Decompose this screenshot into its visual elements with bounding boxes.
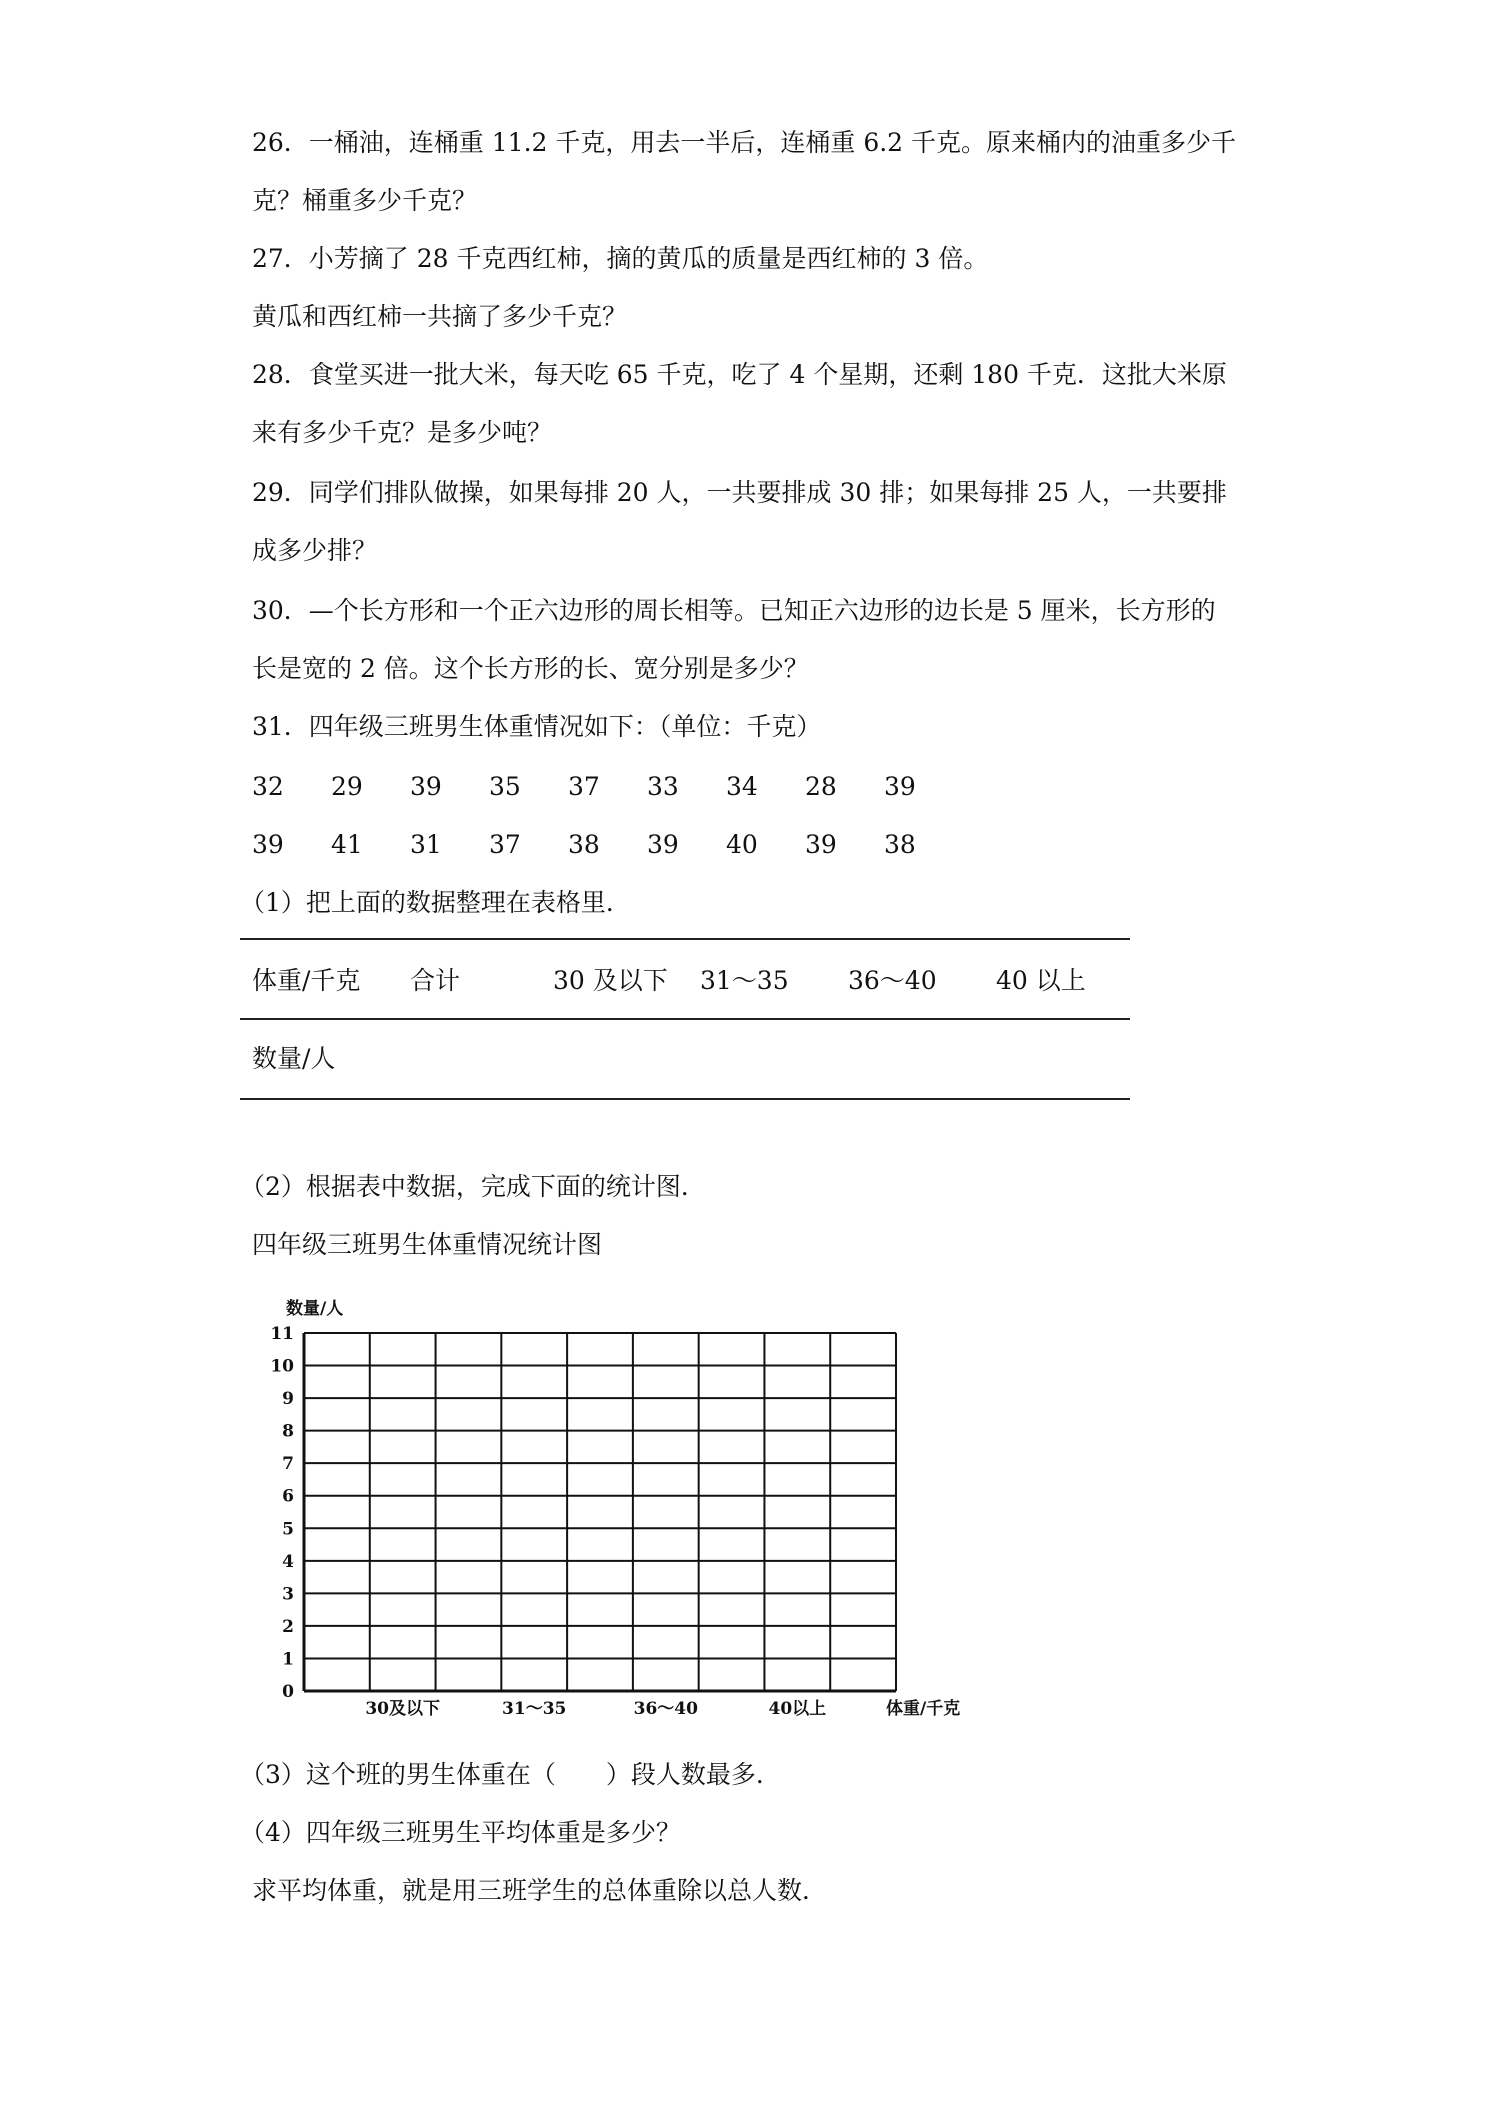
weight-value: 41 xyxy=(331,830,363,859)
y-tick-label: 11 xyxy=(270,1324,294,1344)
table-rule-middle xyxy=(240,1018,1130,1020)
bar-chart xyxy=(270,1295,1010,1735)
problem-28-line2: 来有多少千克？是多少吨？ xyxy=(252,418,553,447)
weight-value: 40 xyxy=(726,830,758,859)
weight-value: 39 xyxy=(410,772,442,801)
problem-29-line1: 29．同学们排队做操，如果每排 20 人，一共要排成 30 排；如果每排 25 人，一共要排 xyxy=(252,478,1227,507)
table-row-label: 数量/人 xyxy=(252,1044,336,1073)
x-category-label: 31～35 xyxy=(502,1699,567,1719)
question-4-hint: 求平均体重，就是用三班学生的总体重除以总人数． xyxy=(252,1876,828,1905)
weight-value: 34 xyxy=(726,772,758,801)
x-category-label: 30及以下 xyxy=(365,1699,441,1719)
chart-grid xyxy=(304,1333,896,1691)
weight-value: 39 xyxy=(252,830,284,859)
y-tick-label: 5 xyxy=(282,1519,294,1540)
y-tick-label: 8 xyxy=(282,1421,294,1442)
weight-value: 37 xyxy=(568,772,600,801)
problem-27-line2: 黄瓜和西红柿一共摘了多少千克？ xyxy=(252,302,628,331)
y-tick-label: 2 xyxy=(282,1616,294,1637)
table-header-cell: 体重/千克 xyxy=(252,966,361,995)
question-1: （1）把上面的数据整理在表格里． xyxy=(240,888,631,917)
weight-value: 38 xyxy=(884,830,916,859)
weight-value: 35 xyxy=(489,772,521,801)
question-4: （4）四年级三班男生平均体重是多少？ xyxy=(240,1818,681,1847)
y-tick-label: 4 xyxy=(282,1551,294,1572)
y-axis-ticks xyxy=(270,1324,294,1702)
weight-value: 39 xyxy=(884,772,916,801)
table-header-cell: 合计 xyxy=(410,966,461,995)
question-2: （2）根据表中数据，完成下面的统计图． xyxy=(240,1172,706,1201)
x-category-label: 40以上 xyxy=(768,1699,827,1719)
problem-31-line1: 31．四年级三班男生体重情况如下：（单位：千克） xyxy=(252,712,822,741)
x-axis-categories xyxy=(365,1698,826,1719)
y-tick-label: 1 xyxy=(282,1649,294,1670)
x-axis-label: 体重/千克 xyxy=(886,1699,961,1719)
weight-value: 29 xyxy=(331,772,363,801)
y-tick-label: 10 xyxy=(270,1356,294,1377)
weight-value: 33 xyxy=(647,772,679,801)
weight-value: 39 xyxy=(647,830,679,859)
problem-30-line1: 30．—个长方形和一个正六边形的周长相等。已知正六边形的边长是 5 厘米，长方形的 xyxy=(252,596,1216,625)
x-category-label: 36～40 xyxy=(633,1699,698,1719)
table-rule-top xyxy=(240,938,1130,940)
weight-value: 32 xyxy=(252,772,284,801)
problem-29-line2: 成多少排？ xyxy=(252,536,378,565)
weight-value: 31 xyxy=(410,830,442,859)
table-header-cell: 36～40 xyxy=(848,966,937,995)
problem-26-line2: 克？桶重多少千克？ xyxy=(252,186,478,215)
weight-value: 38 xyxy=(568,830,600,859)
weight-value: 37 xyxy=(489,830,521,859)
problem-27-line1: 27．小芳摘了 28 千克西红柿，摘的黄瓜的质量是西红柿的 3 倍。 xyxy=(252,244,989,273)
y-tick-label: 7 xyxy=(282,1454,294,1475)
y-tick-label: 3 xyxy=(282,1584,294,1605)
chart-title: 四年级三班男生体重情况统计图 xyxy=(252,1230,603,1259)
y-tick-label: 9 xyxy=(282,1389,294,1410)
table-rule-bottom xyxy=(240,1098,1130,1100)
table-header-cell: 30 及以下 xyxy=(553,966,668,995)
y-axis-label: 数量/人 xyxy=(286,1299,344,1319)
y-tick-label: 0 xyxy=(282,1682,294,1702)
problem-28-line1: 28．食堂买进一批大米，每天吃 65 千克，吃了 4 个星期，还剩 180 千克．这批大米原 xyxy=(252,360,1227,389)
table-header-cell: 40 以上 xyxy=(996,966,1086,995)
weight-value: 39 xyxy=(805,830,837,859)
weight-value: 28 xyxy=(805,772,837,801)
table-header-cell: 31～35 xyxy=(700,966,789,995)
problem-30-line2: 长是宽的 2 倍。这个长方形的长、宽分别是多少？ xyxy=(252,654,809,683)
y-tick-label: 6 xyxy=(282,1486,294,1507)
problem-26-line1: 26．一桶油，连桶重 11.2 千克，用去一半后，连桶重 6.2 千克。原来桶内的油重多少千 xyxy=(252,128,1237,157)
question-3: （3）这个班的男生体重在（ ）段人数最多． xyxy=(240,1760,781,1789)
